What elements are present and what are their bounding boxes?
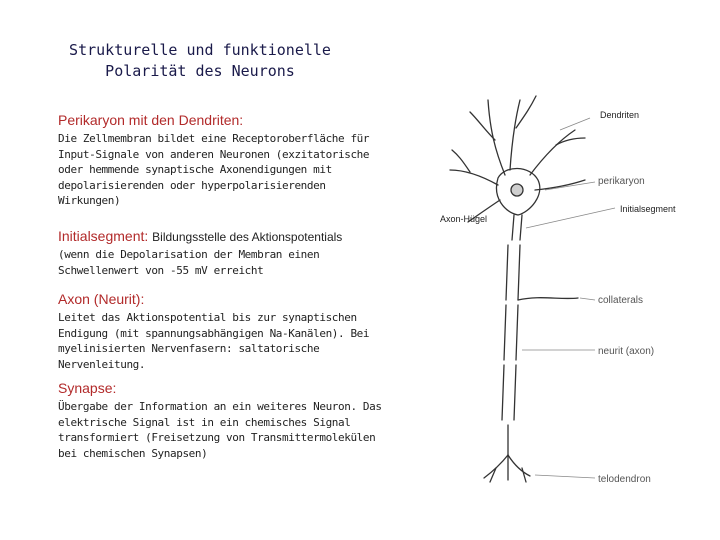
dendrite	[530, 130, 575, 175]
label-initialsegment: Initialsegment	[620, 204, 676, 214]
text-axon: Leitet das Aktionspotential bis zur synaptischen Endigung (mit spannungsabhängigen Na-Kanälen). Bei myelinisierten Nervenfasern: saltatorische Nervenleitung.	[58, 311, 370, 371]
heading-axon: Axon (Neurit):	[58, 291, 145, 307]
label-dendriten: Dendriten	[600, 110, 640, 120]
leader-dendriten	[560, 118, 590, 130]
label-telodendron: telodendron	[598, 474, 651, 485]
leader-telodendron	[535, 475, 595, 478]
dendrite	[510, 100, 520, 170]
label-collaterals: collaterals	[598, 295, 644, 306]
leader-perikaryon	[545, 182, 595, 190]
dendrite	[450, 170, 498, 185]
leader-collaterals	[580, 298, 595, 300]
nucleus	[511, 184, 523, 196]
text-perikaryon: Die Zellmembran bildet eine Receptoroberfläche für Input-Signale von anderen Neuronen (exzitatorische oder hemmende synaptische Axonendigungen mit depolarisierenden oder hyperpolarisierenden Wirkungen)	[58, 132, 370, 207]
title-line-2: Polarität des Neurons	[105, 62, 295, 80]
neuron-drawing	[450, 96, 585, 482]
axon-segment	[504, 305, 518, 360]
label-perikaryon: perikaryon	[598, 176, 645, 187]
axon-hillock	[512, 215, 522, 240]
telodendron	[508, 455, 530, 476]
heading-perikaryon: Perikaryon mit den Dendriten:	[58, 112, 244, 128]
label-axon-huegel: Axon-Hügel	[440, 214, 488, 224]
dendrite	[516, 96, 536, 128]
label-neurit: neurit (axon)	[598, 346, 655, 357]
text-initialsegment: (wenn die Depolarisation der Membran einen Schwellenwert von -55 mV erreicht	[58, 248, 320, 277]
telodendron	[484, 455, 508, 478]
axon-segment	[506, 245, 520, 300]
leader-initialsegment	[526, 208, 615, 228]
telodendron	[522, 468, 526, 482]
heading-initialsegment-inline: Bildungsstelle des Aktionspotentials	[152, 230, 343, 244]
collateral	[518, 298, 578, 300]
axon-segment	[502, 365, 516, 420]
heading-synapse: Synapse:	[58, 380, 117, 396]
heading-initialsegment-label: Initialsegment:	[58, 228, 149, 244]
dendrite	[452, 150, 470, 172]
title-line-1: Strukturelle und funktionelle	[69, 41, 331, 59]
dendrite	[488, 100, 505, 175]
text-synapse: Übergabe der Information an ein weiteres Neuron. Das elektrische Signal ist in ein chemisches Signal transformiert (Freisetzung von Transmittermolekülen bei chemischen Synapsen)	[58, 400, 382, 460]
